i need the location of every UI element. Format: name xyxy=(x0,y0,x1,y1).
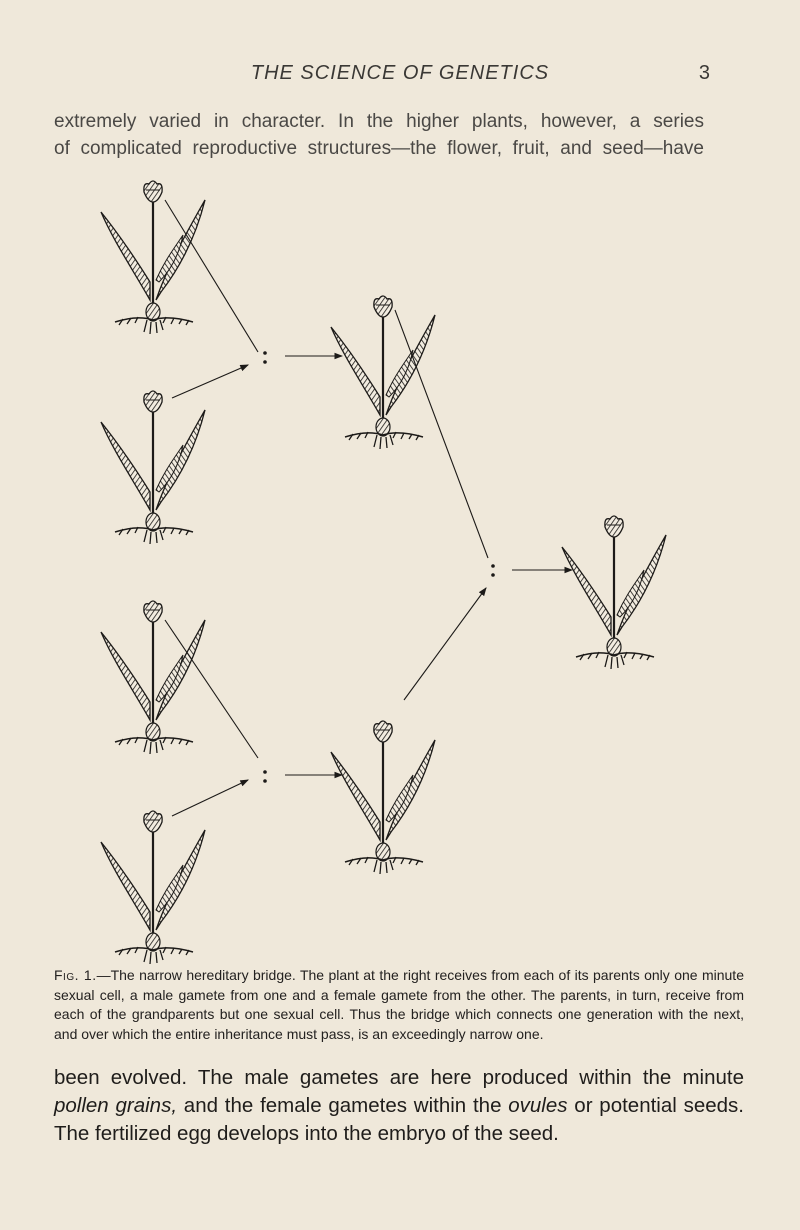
figure-caption xyxy=(54,966,744,1044)
term-pollen-grains: pollen grains, xyxy=(54,1094,178,1117)
hereditary-bridge-illustration xyxy=(0,160,800,970)
top-paragraph-line-2: of complicated reproductive structures—the flower, fruit, and seed—have xyxy=(54,138,704,159)
hereditary-bridge-figure xyxy=(0,160,800,970)
term-ovules: ovules xyxy=(508,1094,568,1117)
bottom-paragraph-part-1: been evolved. The male gametes are here produced within the minute xyxy=(54,1066,744,1089)
running-title: THE SCIENCE OF GENETICS xyxy=(250,62,550,84)
bottom-paragraph xyxy=(54,1064,744,1148)
plant-parent-upper xyxy=(331,296,435,449)
figure-caption-text: —The narrow hereditary bridge. The plant at the right receives from each of its parents only one minute sexual cell, a male gamete from one and a female gamete from the other. The parents, in turn, receive from each of the grandparents but one sexual cell. Thus the bridge which connects one generation with the next, and over which the entire inheritance must pass, is an exceedingly narrow one. xyxy=(54,967,744,1042)
plant-grandparent-2 xyxy=(101,391,205,544)
plant-offspring xyxy=(562,516,666,669)
plant-grandparent-3 xyxy=(101,601,205,754)
top-paragraph-line-1: extremely varied in character. In the higher plants, however, a series xyxy=(54,111,704,132)
figure-caption-label: Fig. 1. xyxy=(54,967,97,983)
gamete-paths-to-offspring xyxy=(395,310,572,700)
plant-parent-lower xyxy=(331,721,435,874)
running-head xyxy=(0,62,800,92)
bottom-paragraph-part-2: and the female gametes within the xyxy=(177,1094,509,1117)
plant-grandparent-4 xyxy=(101,811,205,964)
top-paragraph xyxy=(54,108,704,162)
page-number: 3 xyxy=(698,62,710,84)
bottom-paragraph-part-3: or potential seeds. The fertilized egg develops into the embryo of the seed. xyxy=(54,1094,744,1145)
plant-grandparent-1 xyxy=(101,181,205,334)
